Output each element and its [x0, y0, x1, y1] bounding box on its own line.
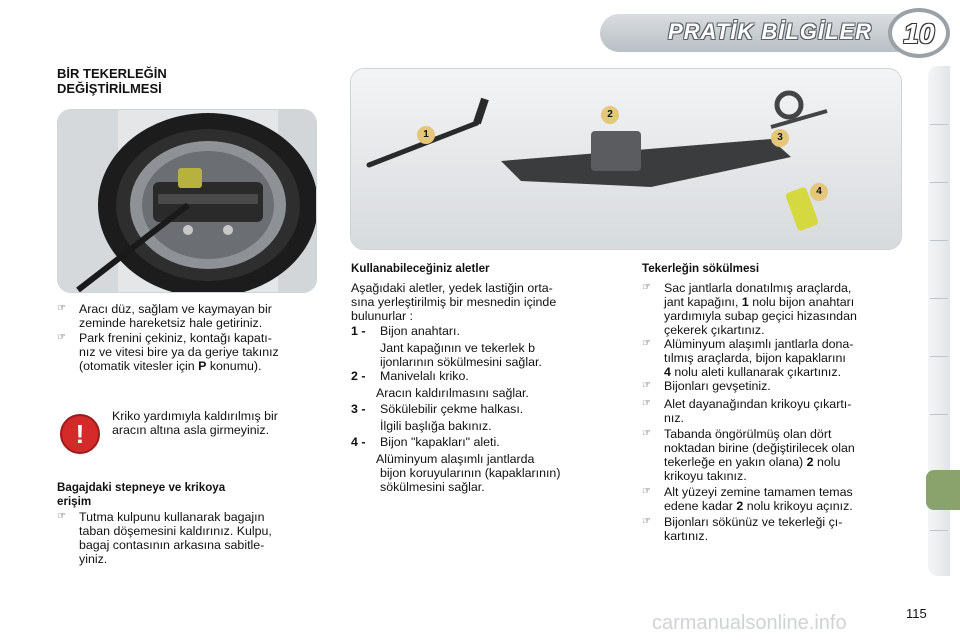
tool-description: Jant kapağının ve tekerlek b ijonlarının sökülmesini sağlar. [380, 341, 542, 369]
callout-4: 4 [810, 183, 828, 201]
instruction-bullet: ☞ Aracı düz, sağlam ve kaymayan bir zeminde hareketsiz hale getiriniz. [57, 302, 272, 330]
side-divider [930, 414, 948, 415]
tool-item: 1 - Bijon anahtarı. [351, 324, 460, 338]
side-divider [930, 182, 948, 183]
removal-heading: Tekerleğin sökülmesi [642, 262, 760, 275]
hand-pointer-icon: ☞ [57, 332, 66, 343]
spare-wheel-illustration [58, 110, 317, 293]
hand-pointer-icon: ☞ [642, 338, 651, 349]
removal-step: ☞ Alet dayanağından krikoyu çıkartı- nız. [642, 397, 852, 425]
chapter-tab-active[interactable] [926, 470, 960, 510]
side-divider [930, 124, 948, 125]
tool-item: 4 - Bijon "kapakları" aleti. [351, 435, 500, 449]
page-header-title: PRATİK BİLGİLER [668, 19, 873, 44]
callout-1: 1 [417, 126, 435, 144]
hand-pointer-icon: ☞ [642, 380, 651, 391]
access-heading: Bagajdaki stepneye ve krikoya erişim [57, 481, 226, 508]
instruction-bullet: ☞ Tutma kulpunu kullanarak bagajın taban döşemesini kaldırınız. Kulpu, bagaj contasının arkasına sabitle- yiniz. [57, 510, 272, 566]
instruction-bullet: ☞ Park frenini çekiniz, kontağı kapatı- nız ve vitesi bire ya da geriye takınız (otomatik vitesler için P konumu). [57, 331, 279, 373]
side-divider [930, 298, 948, 299]
side-divider [930, 530, 948, 531]
tools-illustration [351, 69, 902, 250]
tool-description: Alüminyum alaşımlı jantlarda bijon koruyularının (kapaklarının) sökülmesini sağlar. [376, 452, 561, 494]
hand-pointer-icon: ☞ [642, 282, 651, 293]
chapter-badge [888, 8, 950, 58]
side-divider [930, 356, 948, 357]
hand-pointer-icon: ☞ [57, 303, 66, 314]
removal-step: ☞ Alüminyum alaşımlı jantlarla dona- tılmış araçlarda, bijon kapaklarını 4 nolu aleti kullanarak çıkartınız. [642, 337, 854, 379]
removal-step: ☞ Sac jantlarla donatılmış araçlarda, jant kapağını, 1 nolu bijon anahtarı yardımıyla subap geçici hizasından çekerek çıkartınız. [642, 281, 857, 337]
callout-2: 2 [601, 106, 619, 124]
watermark: carmanualsonline.info [652, 612, 847, 634]
side-divider [930, 240, 948, 241]
tools-heading: Kullanabileceğiniz aletler [351, 262, 490, 275]
removal-step: ☞ Bijonları gevşetiniz. [642, 379, 771, 393]
tool-description: Aracın kaldırılmasını sağlar. [376, 386, 529, 400]
hand-pointer-icon: ☞ [642, 516, 651, 527]
hand-pointer-icon: ☞ [642, 428, 651, 439]
page-number: 115 [906, 606, 927, 621]
section-title: BİR TEKERLEĞİN DEĞİŞTİRİLMESİ [57, 66, 167, 96]
removal-step: ☞ Bijonları sökünüz ve tekerleği çı- kartınız. [642, 515, 843, 543]
callout-3: 3 [771, 129, 789, 147]
hand-pointer-icon: ☞ [57, 511, 66, 522]
removal-step: ☞ Alt yüzeyi zemine tamamen temas edene kadar 2 nolu krikoyu açınız. [642, 485, 853, 513]
removal-step: ☞ Tabanda öngörülmüş olan dört noktadan birine (değiştirilecek olan tekerleğe en yakın olana) 2 nolu krikoyu takınız. [642, 427, 855, 483]
tool-item: 3 - Sökülebilir çekme halkası. [351, 402, 524, 416]
spare-wheel-photo [57, 109, 317, 293]
tools-photo [350, 68, 902, 250]
tool-item: 2 - Manivelalı kriko. [351, 369, 469, 383]
chapter-number: 10 [903, 18, 935, 49]
hand-pointer-icon: ☞ [642, 398, 651, 409]
tool-description: İlgili başlığa bakınız. [380, 419, 492, 433]
warning-text: Kriko yardımıyla kaldırılmış bir aracın altına asla girmeyiniz. [112, 409, 278, 437]
tools-intro: Aşağıdaki aletler, yedek lastiğin orta- sına yerleştirilmiş bir mesnedin içinde bulunurlar : [351, 281, 557, 323]
exclamation-icon: ! [60, 414, 100, 454]
hand-pointer-icon: ☞ [642, 486, 651, 497]
